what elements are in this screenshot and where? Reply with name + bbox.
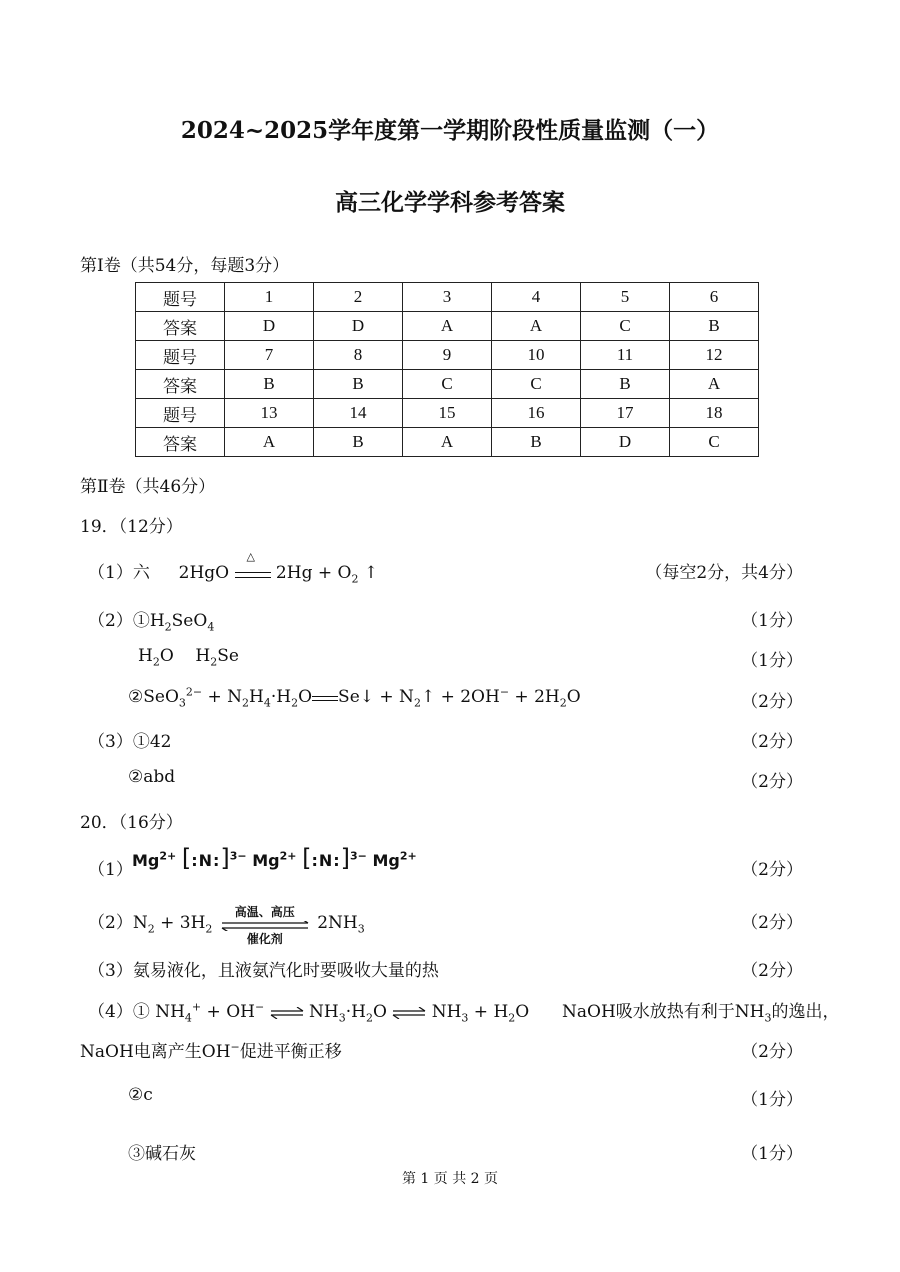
answer-cell: B (314, 428, 403, 457)
question-number-cell: 5 (581, 283, 670, 312)
superscript: 2− (185, 685, 203, 699)
magnesium-symbol: Mg (132, 851, 160, 870)
table-row-answers (136, 428, 759, 457)
answer-table (135, 282, 759, 457)
formula-text: O H (159, 646, 211, 666)
reaction-condition-top: 高温、高压 (234, 904, 295, 919)
equilibrium-arrow-icon (392, 1007, 426, 1019)
formula-text: O (566, 687, 581, 707)
answer-cell: D (581, 428, 670, 457)
question-number-cell: 7 (225, 341, 314, 370)
subscript: 4 (207, 620, 215, 634)
q19-part2c-equation (128, 685, 581, 710)
q19-eq-right: 2Hg + O (275, 563, 352, 583)
charge: 2+ (159, 849, 177, 863)
question-number-cell: 15 (403, 399, 492, 428)
q19-part2c-score: （2分） (741, 692, 803, 712)
bracket-right: ] (220, 844, 230, 872)
row-header-question: 题号 (136, 283, 225, 312)
row-header-answer: 答案 (136, 428, 225, 457)
subscript: 2 (559, 696, 567, 710)
equilibrium-arrow-icon (270, 1007, 304, 1019)
q19-part2a (88, 606, 215, 634)
superscript: − (254, 1000, 265, 1014)
formula-text: H (138, 646, 153, 666)
formula-text: Se↓ + N (338, 687, 414, 707)
answer-cell: D (225, 312, 314, 341)
table-row-answers (136, 370, 759, 399)
q20-part3: （3）氨易液化，且液氨汽化时要吸收大量的热 (88, 961, 439, 981)
explanation-text: NaOH吸水放热有利于NH (562, 1002, 765, 1022)
subscript: 2 (210, 655, 218, 669)
table-row-question-numbers (136, 341, 759, 370)
q20-part4c: ③碱石灰 (128, 1144, 196, 1164)
row-header-question: 题号 (136, 341, 225, 370)
subscript: 3 (764, 1011, 772, 1025)
magnesium-symbol: Mg (372, 851, 400, 870)
table-row-question-numbers (136, 399, 759, 428)
answer-cell: B (314, 370, 403, 399)
formula-text: H (249, 687, 264, 707)
answer-cell: C (581, 312, 670, 341)
heat-symbol: △ (246, 549, 255, 563)
q20-part4b-score: （1分） (741, 1090, 803, 1110)
document-subtitle: 高三化学学科参考答案 (335, 189, 565, 216)
subscript: 4 (263, 696, 271, 710)
table-row-question-numbers (136, 283, 759, 312)
q19-part1-answer (88, 549, 379, 586)
answer-cell: C (670, 428, 759, 457)
formula-text: NH (309, 1002, 339, 1022)
answer-cell: C (403, 370, 492, 399)
formula-text: SeO (171, 611, 208, 631)
q19-part1-label: （1）六 (88, 563, 150, 583)
q19-part3b: ②abd (128, 767, 176, 787)
gas-arrow: ↑ (363, 563, 379, 583)
subscript: 2 (413, 696, 421, 710)
q19-part1-score: （每空2分，共4分） (645, 563, 803, 583)
q19-part3a: （3）①42 (88, 732, 172, 752)
magnesium-symbol: Mg (252, 851, 280, 870)
answer-cell: B (581, 370, 670, 399)
nitride-dots: :N: (311, 851, 341, 870)
q19-eq-left: 2HgO (178, 563, 230, 583)
row-header-answer: 答案 (136, 370, 225, 399)
q20-part4-explanation (80, 1037, 342, 1062)
charge: 2+ (399, 849, 417, 863)
subscript: 3 (461, 1011, 469, 1025)
part1-heading: 第Ⅰ卷（共54分，每题3分） (80, 256, 290, 276)
bracket-right: ] (340, 844, 351, 872)
explanation-text: 促进平衡正移 (239, 1042, 342, 1062)
q20-part3-score: （2分） (741, 961, 803, 981)
answer-cell: A (403, 312, 492, 341)
question-number-cell: 17 (581, 399, 670, 428)
formula-text: O (372, 1002, 387, 1022)
part2-heading: 第Ⅱ卷（共46分） (80, 477, 216, 497)
q19-part2-label: （2）①H (88, 611, 165, 631)
bracket-left: [ (302, 844, 312, 872)
formula-text: O (298, 687, 313, 707)
subscript: 2 (365, 1011, 373, 1025)
question-number-cell: 18 (670, 399, 759, 428)
question-number-cell: 1 (225, 283, 314, 312)
answer-cell: C (492, 370, 581, 399)
nitrogen-symbol: N (198, 851, 213, 870)
table-row-answers (136, 312, 759, 341)
q20-part2-equation (88, 904, 365, 946)
electron-dot-formula (132, 844, 417, 872)
subscript: 2 (152, 655, 160, 669)
formula-text: + OH (201, 1002, 255, 1022)
double-bar-sign (312, 689, 338, 707)
formula-text: + H (468, 1002, 509, 1022)
formula-text: ·H (345, 1002, 366, 1022)
subscript: 2 (164, 620, 172, 634)
q19-heading: 19．（12分） (80, 517, 183, 537)
subscript: 3 (178, 696, 186, 710)
answer-cell: D (314, 312, 403, 341)
row-header-answer: 答案 (136, 312, 225, 341)
question-number-cell: 9 (403, 341, 492, 370)
formula-text: + N (202, 687, 243, 707)
subscript: 2 (291, 696, 299, 710)
q19-part3a-score: （2分） (741, 732, 803, 752)
q20-part1-score: （2分） (741, 860, 803, 880)
subscript: 2 (508, 1011, 516, 1025)
q20-part4c-score: （1分） (741, 1144, 803, 1164)
q19-part3b-score: （2分） (741, 772, 803, 792)
question-number-cell: 4 (492, 283, 581, 312)
q20-part2-score: （2分） (741, 913, 803, 933)
q20-part1-label: （1） (88, 860, 133, 880)
subscript: 4 (184, 1011, 192, 1025)
q19-part2b (138, 646, 239, 669)
question-number-cell: 6 (670, 283, 759, 312)
formula-text: （2）N (88, 913, 148, 933)
subscript: 3 (338, 1011, 346, 1025)
row-header-question: 题号 (136, 399, 225, 428)
q20-part4-equation (88, 997, 840, 1025)
formula-text: NH (431, 1002, 462, 1022)
formula-text: ↑ + 2OH (420, 687, 500, 707)
q20-part4a-score: （2分） (741, 1042, 803, 1062)
nitride-dots: :N: (191, 851, 221, 870)
nitrogen-symbol: N (318, 851, 334, 870)
subscript: 2 (205, 922, 213, 936)
subscript: 2 (147, 922, 155, 936)
superscript: + (191, 1000, 202, 1014)
double-bar-sign (235, 549, 271, 584)
question-number-cell: 10 (492, 341, 581, 370)
question-number-cell: 3 (403, 283, 492, 312)
answer-cell: A (492, 312, 581, 341)
document-title: 2024~2025学年度第一学期阶段性质量监测（一） (180, 117, 720, 144)
answer-cell: B (492, 428, 581, 457)
bracket-left: [ (181, 844, 192, 872)
charge: 3− (229, 849, 247, 863)
subscript: 2 (242, 696, 250, 710)
question-number-cell: 11 (581, 341, 670, 370)
answer-cell: B (670, 312, 759, 341)
subscript: 2 (351, 572, 359, 586)
answer-cell: A (225, 428, 314, 457)
explanation-text: 的逸出， (771, 1002, 840, 1022)
formula-text: O (515, 1002, 530, 1022)
answer-cell: B (225, 370, 314, 399)
q20-heading: 20．（16分） (80, 813, 183, 833)
charge: 2+ (279, 849, 297, 863)
formula-text: （4）① NH (88, 1002, 185, 1022)
explanation-text: NaOH电离产生OH (80, 1042, 231, 1062)
formula-text: + 2H (509, 687, 560, 707)
reaction-condition-bottom: 催化剂 (246, 931, 283, 946)
question-number-cell: 12 (670, 341, 759, 370)
q20-part4b: ②c (128, 1085, 153, 1105)
formula-text: ②SeO (128, 687, 179, 707)
question-number-cell: 8 (314, 341, 403, 370)
question-number-cell: 16 (492, 399, 581, 428)
answer-cell: A (670, 370, 759, 399)
answer-cell: A (403, 428, 492, 457)
question-number-cell: 14 (314, 399, 403, 428)
formula-text: 2NH (317, 913, 358, 933)
formula-text: ·H (270, 687, 292, 707)
reversible-arrow (220, 904, 310, 946)
question-number-cell: 2 (314, 283, 403, 312)
question-number-cell: 13 (225, 399, 314, 428)
superscript: − (499, 685, 510, 699)
q19-part2b-score: （1分） (741, 651, 803, 671)
superscript: − (230, 1040, 240, 1054)
page-footer: 第 1 页 共 2 页 (401, 1171, 499, 1187)
charge: 3− (350, 849, 367, 863)
q19-part2a-score: （1分） (741, 611, 803, 631)
subscript: 3 (357, 922, 365, 936)
formula-text: + 3H (154, 913, 206, 933)
formula-text: Se (217, 646, 239, 666)
